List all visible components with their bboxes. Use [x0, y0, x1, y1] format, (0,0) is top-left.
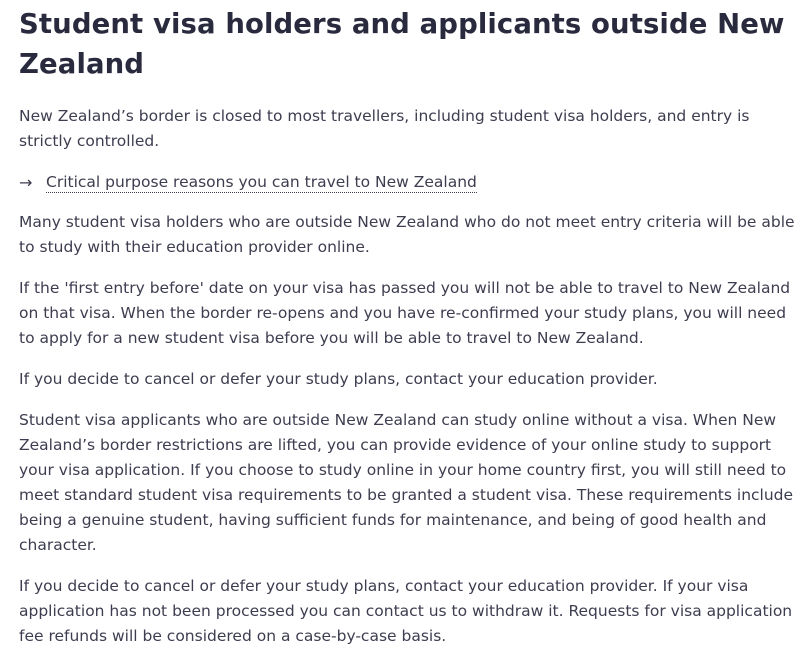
arrow-right-icon: →	[19, 173, 33, 192]
main-content	[19, 0, 799, 649]
paragraph-online-study: Many student visa holders who are outside New Zealand who do not meet entry criteria will be able to study with their education provider online.	[19, 213, 795, 256]
paragraph-withdraw-refund: If you decide to cancel or defer your study plans, contact your education provider. If your visa application has not been processed you can contact us to withdraw it. Requests for visa application fee refunds will be considered on a case-by-case basis.	[19, 577, 793, 645]
intro-paragraph: New Zealand’s border is closed to most travellers, including student visa holders, and entry is strictly controlled.	[19, 107, 750, 150]
page-title: Student visa holders and applicants outside New Zealand	[19, 8, 785, 80]
paragraph-first-entry: If the 'first entry before' date on your visa has passed you will not be able to travel to New Zealand on that visa. When the border re-opens and you have re-confirmed your study plans, you will need to apply for a new student visa before you will be able to travel to New Zealand.	[19, 279, 791, 347]
critical-purpose-link[interactable]: Critical purpose reasons you can travel to New Zealand	[46, 173, 477, 191]
paragraph-applicants-online: Student visa applicants who are outside New Zealand can study online without a visa. When New Zealand’s border restrictions are lifted, you can provide evidence of your online study to support your visa application. If you choose to study online in your home country first, you will still need to meet standard student visa requirements to be granted a student visa. These requirements include being a genuine student, having sufficient funds for maintenance, and being of good health and character.	[19, 411, 794, 554]
paragraph-cancel-defer: If you decide to cancel or defer your study plans, contact your education provider.	[19, 370, 658, 388]
critical-purpose-link-row[interactable]	[19, 170, 799, 195]
